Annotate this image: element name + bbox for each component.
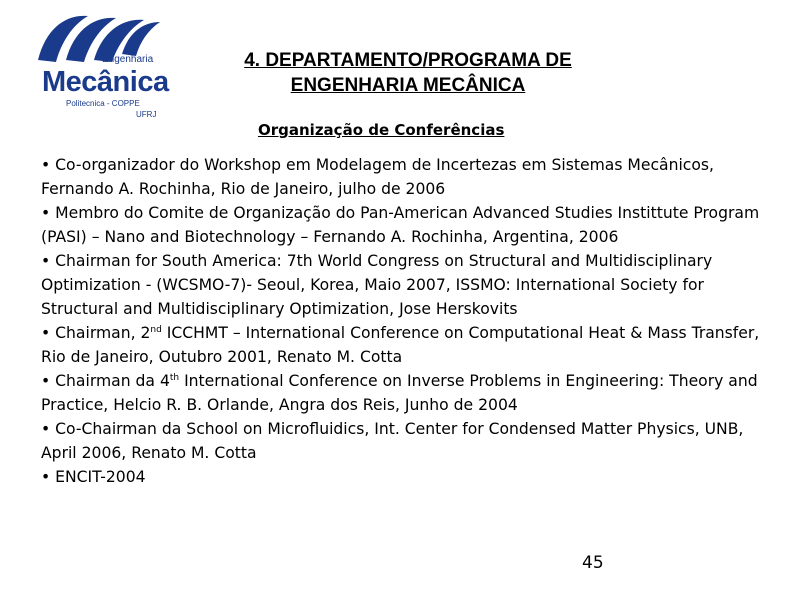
list-item-text: ICCHMT – International Conference on Computational Heat & Mass Transfer, Rio de Janeiro, Outubro 2001, Renato M. Cotta: [41, 324, 760, 366]
list-item: • Co-Chairman da School on Microfluidics, Int. Center for Condensed Matter Physics, UNB, April 2006, Renato M. Cotta: [41, 420, 744, 462]
logo-org: UFRJ: [136, 110, 157, 119]
page-title-line-1: 4. DEPARTAMENTO/PROGRAMA DE: [244, 50, 572, 71]
list-item: • Membro do Comite de Organização do Pan-American Advanced Studies Instittute Program (PASI) – Nano and Biotechnology – Fernando A. Rochinha, Argentina, 2006: [41, 204, 760, 246]
section-heading: Organização de Conferências: [258, 121, 505, 139]
page-title-line-2: ENGENHARIA MECÂNICA: [290, 75, 526, 96]
list-item-text: • Chairman, 2: [41, 324, 151, 342]
list-item-text: • Chairman da 4: [41, 372, 170, 390]
page-number: 45: [582, 553, 604, 573]
list-item: • ENCIT-2004: [41, 468, 146, 486]
list-item-text: International Conference on Inverse Problems in Engineering: Theory and Practice, Helcio R. B. Orlande, Angra dos Reis, Junho de 2004: [41, 372, 758, 414]
logo-sub-line: Politecnica - COPPE: [66, 99, 140, 108]
logo-top-word: Engenharia: [102, 54, 154, 65]
list-item: • Co-organizador do Workshop em Modelagem de Incertezas em Sistemas Mecânicos, Fernando A. Rochinha, Rio de Janeiro, julho de 2006: [41, 156, 714, 198]
list-item: [41, 321, 761, 369]
list-item: [41, 369, 761, 417]
logo-main-word: Mecânica: [42, 66, 169, 98]
logo: [36, 10, 169, 122]
conference-list: [41, 153, 761, 489]
ordinal-suffix: th: [169, 373, 180, 383]
page-title: [200, 48, 616, 98]
ordinal-suffix: nd: [150, 325, 162, 335]
list-item: • Chairman for South America: 7th World Congress on Structural and Multidisciplinary Optimization - (WCSMO-7)- Seoul, Korea, Maio 2007, ISSMO: International Society for Structural and Multidisciplinary Optimization, Jose Herskovits: [41, 252, 713, 318]
